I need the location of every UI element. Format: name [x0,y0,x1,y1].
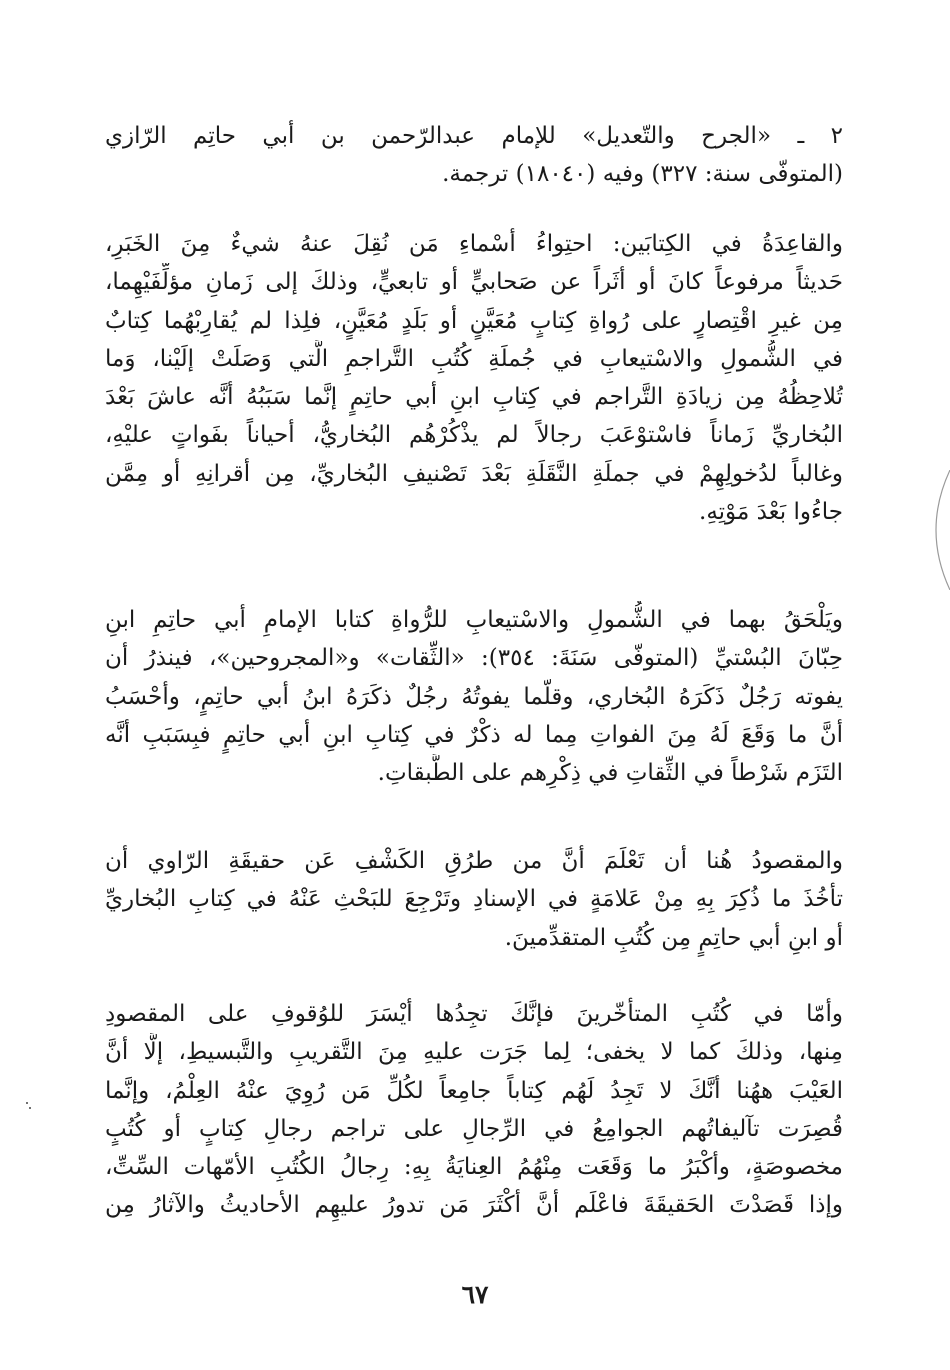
page-number: ٦٧ [461,1280,489,1309]
paragraph-5 [105,995,843,1225]
text-line: تأخُذَ ما ذُكِرَ بِهِ مِنْ عَلامَةٍ في الإسنادِ وتَرْجِعَ للبَحْثِ عَنْهُ في كِتابِ البُخاريِّ [105,886,843,913]
text-line: وغالباً لدُخولِهِمْ في جملَةِ النَّقَلَةِ بَعْدَ تَصْنيفِ البُخاريِّ، مِن أقرانِهِ أو مِمَّن [105,460,843,487]
text-line: مِنها، وذلكَ كما لا يخفى؛ لِما جَرَت عليهِ مِنَ التَّقريبِ والتَّبسيطِ، إلَّا أنَّ [105,1039,843,1066]
text-line: تُلاحِظُهُ مِن زيادَةِ التَّراجم في كِتابِ ابنِ أبي حاتِمٍ إنَّما سَبَبُهُ أنَّه عاشَ بَعْدَ [105,384,843,411]
paragraph-1 [105,117,843,194]
paragraph-2 [105,225,843,531]
text-line: جاءُوا بَعْدَ مَوْتِهِ. [699,499,843,526]
paragraph-4 [105,842,843,957]
text-line: قُصِرَت تآليفاتُهم الجوامِعُ في الرِّجالِ على تراجم رجالِ كِتابٍ أو كُتُبٍ [105,1115,843,1142]
text-line: ٢ ـ «الجرح والتّعديل» للإمام عبدالرّحمن بن أبي حاتِم الرّازي [105,123,843,149]
text-line: أنَّ ما وَقَعَ لَهُ مِنَ الفواتِ مِما له ذكْرٌ في كِتابِ ابنِ أبي حاتِمٍ فبِسَبَبِ أنَّه [105,721,843,748]
text-line: (المتوفّى سنة: ٣٢٧) وفيه (١٨٠٤٠) ترجمة. [442,161,843,188]
text-line: حَديثاً مرفوعاً كانَ أو أثَراً عن صَحابيٍّ أو تابعيٍّ، وذلكَ إلى زَمانِ مؤلِّفَيْهِما، [105,269,843,296]
text-line: مخصوصَةٍ، وأكْبَرُ ما وَقَعَت مِنْهُمُ العِنايَةُ بِهِ: رِجالُ الكُتُبِ الأمّهات السِّتِّ، [105,1154,843,1181]
paragraph-3 [105,601,843,792]
text-line: حِبّانَ البُسْتيِّ (المتوفّى سَنَةَ: ٣٥٤): «الثِّقات» و«المجروحين»، فينذرُ أن [105,645,843,672]
text-line: وأمّا في كُتُبِ المتأخّرينَ فإنَّكَ تجِدُها أيْسَرَ للوُقوفِ على المقصودِ [105,1001,843,1027]
text-line: يفوته رَجُلٌ ذَكَرَهُ البُخاري، وقلّما يفوتُهُ رجُلٌ ذكَرَهُ ابنُ أبي حاتِمٍ، وأحْسَبُ [105,683,843,710]
text-line: ويَلْحَقُ بهما في الشُّمولِ والاسْتيعابِ للرُّواةِ كتابا الإمامِ أبي حاتِمِ ابنِ [105,607,843,633]
text-line: أو ابنِ أبي حاتِمٍ مِن كُتُبِ المتقدِّمينَ. [504,924,843,951]
text-line: في الشُّمولِ والاسْتيعابِ في جُملَةِ كُتُبِ التَّراجمِ الَّتي وَصَلَتْ إلَيْنا، وَما [105,345,843,372]
scan-speck [24,1100,34,1112]
text-line: والمقصودُ هُنا أن تَعْلَمَ أنَّ من طرُقِ الكَشْفِ عَن حقيقَةِ الرّاوي أن [105,848,843,874]
text-line: العَيْبَ ههُنا أنَّكَ لا تَجِدُ لَهُم كِتاباً جامِعاً لكُلِّ مَن رُوِيَ عنْهُ العِلْمُ، وإنَّما [105,1077,843,1104]
text-line: والقاعِدَةُ في الكِتابَين: احتِواءُ أسْماءِ مَن نُقِلَ عنهُ شيءٌ مِنَ الخَبَرِ، [105,231,843,257]
text-line: مِن غيرِ اقْتِصارٍ على رُواةِ كِتابٍ مُعَيَّنٍ أو بَلَدٍ مُعَيَّنٍ، فلِذا لم يُقارِبْهُما كِتابٌ [105,307,843,334]
text-line: وإذا قَصَدْتَ الحَقيقَةَ فاعْلَم أنَّ أكْثَرَ مَن تدورُ عليهِم الأحاديثُ والآثارُ مِن [105,1192,843,1219]
text-line: التَزَم شَرْطاً في الثِّقاتِ في ذِكْرِهم على الطَّبقاتِ. [377,760,843,787]
page-edge-curve [920,470,950,590]
text-line: البُخاريِّ زَماناً فاسْتوْعَبَ رجالاً لم يذْكُرْهُم البُخاريُّ، أحياناً بفَواتٍ عليْهِ، [105,422,843,449]
